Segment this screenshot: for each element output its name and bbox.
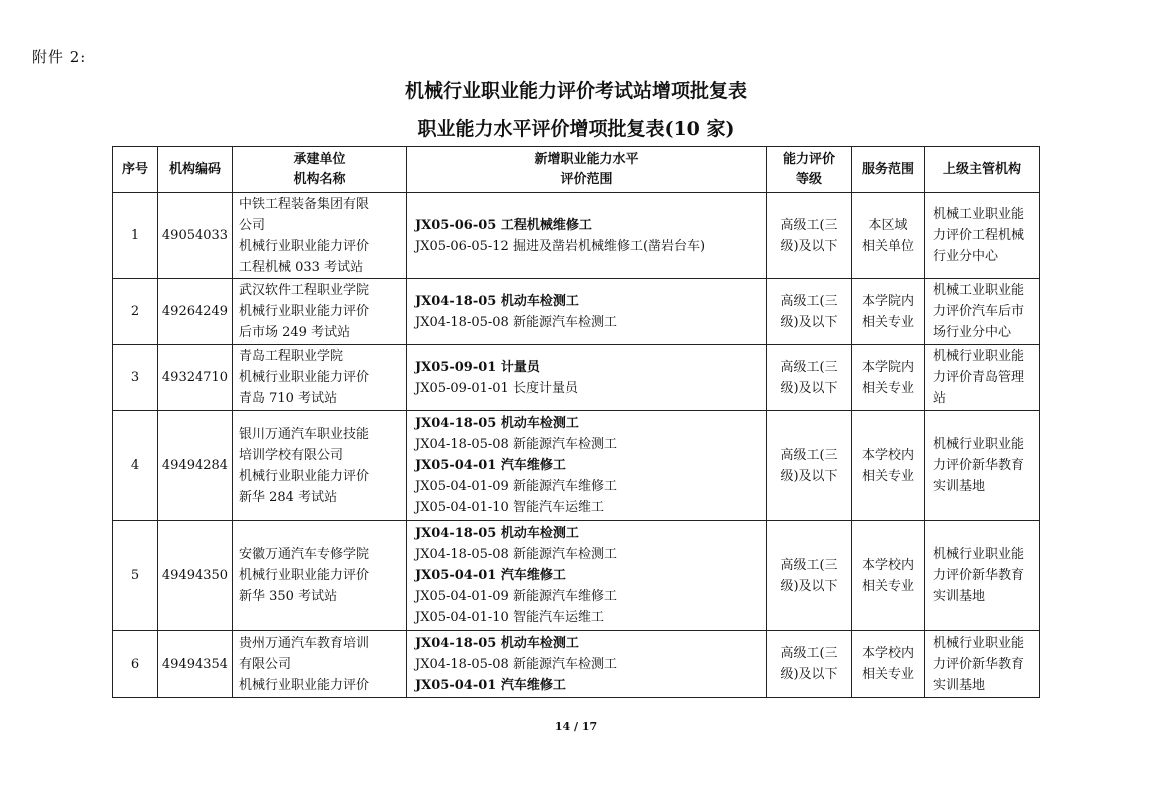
occupation-sub: JX04-18-05-08 新能源汽车检测工 <box>415 314 617 330</box>
cell-code: 49264249 <box>158 279 233 345</box>
cell-unit: 银川万通汽车职业技能 培训学校有限公司 机械行业职业能力评价 新华 284 考试站 <box>233 411 407 521</box>
occupation-main: JX05-06-05 工程机械维修工 <box>415 217 592 233</box>
occupation-main: JX04-18-05 机动车检测工 <box>415 526 579 541</box>
table-row <box>113 193 1040 279</box>
cell-code: 49494354 <box>158 631 233 698</box>
cell-level: 高级工(三 级)及以下 <box>767 521 852 631</box>
header-scope: 新增职业能力水平 评价范围 <box>407 147 767 193</box>
table-row <box>113 521 1040 631</box>
occupation-sub: JX05-06-05-12 掘进及凿岩机械维修工(凿岩台车) <box>415 238 706 254</box>
header-seq: 序号 <box>113 147 158 193</box>
cell-unit: 安徽万通汽车专修学院 机械行业职业能力评价 新华 350 考试站 <box>233 521 407 631</box>
cell-unit: 武汉软件工程职业学院 机械行业职业能力评价 后市场 249 考试站 <box>233 279 407 345</box>
table-row <box>113 279 1040 345</box>
occupation-main: JX04-18-05 机动车检测工 <box>415 293 579 309</box>
header-service: 服务范围 <box>852 147 925 193</box>
occupation-main: JX05-04-01 汽车维修工 <box>415 458 566 473</box>
occupation-sub: JX05-04-01-10 智能汽车运维工 <box>415 610 604 625</box>
attachment-label: 附件 2: <box>32 48 87 66</box>
occupation-main: JX04-18-05 机动车检测工 <box>415 635 579 651</box>
page-number: 14 / 17 <box>554 720 598 733</box>
cell-code: 49494284 <box>158 411 233 521</box>
cell-level: 高级工(三 级)及以下 <box>767 193 852 279</box>
document-subtitle: 职业能力水平评价增项批复表(10 家) <box>417 118 735 140</box>
cell-level: 高级工(三 级)及以下 <box>767 279 852 345</box>
occupation-sub: JX05-04-01-09 新能源汽车维修工 <box>415 479 617 494</box>
header-authority: 上级主管机构 <box>925 147 1040 193</box>
cell-code: 49494350 <box>158 521 233 631</box>
cell-scope <box>407 279 767 345</box>
cell-authority: 机械行业职业能 力评价青岛管理 站 <box>925 345 1040 411</box>
cell-authority: 机械行业职业能 力评价新华教育 实训基地 <box>925 411 1040 521</box>
cell-level: 高级工(三 级)及以下 <box>767 345 852 411</box>
cell-scope <box>407 521 767 631</box>
cell-service: 本学院内 相关专业 <box>852 279 925 345</box>
cell-scope <box>407 631 767 698</box>
approval-table <box>112 146 1040 698</box>
header-unit: 承建单位 机构名称 <box>233 147 407 193</box>
cell-seq: 2 <box>113 279 158 345</box>
cell-service: 本区域 相关单位 <box>852 193 925 279</box>
cell-service: 本学校内 相关专业 <box>852 411 925 521</box>
document-title: 机械行业职业能力评价考试站增项批复表 <box>404 80 747 102</box>
cell-level: 高级工(三 级)及以下 <box>767 411 852 521</box>
occupation-sub: JX04-18-05-08 新能源汽车检测工 <box>415 437 617 452</box>
occupation-sub: JX04-18-05-08 新能源汽车检测工 <box>415 547 617 562</box>
cell-authority: 机械工业职业能 力评价工程机械 行业分中心 <box>925 193 1040 279</box>
occupation-main: JX04-18-05 机动车检测工 <box>415 416 579 431</box>
cell-unit: 中铁工程装备集团有限 公司 机械行业职业能力评价 工程机械 033 考试站 <box>233 193 407 279</box>
cell-authority: 机械行业职业能 力评价新华教育 实训基地 <box>925 521 1040 631</box>
cell-seq: 1 <box>113 193 158 279</box>
cell-code: 49324710 <box>158 345 233 411</box>
table-row <box>113 345 1040 411</box>
cell-service: 本学校内 相关专业 <box>852 631 925 698</box>
cell-code: 49054033 <box>158 193 233 279</box>
occupation-sub: JX04-18-05-08 新能源汽车检测工 <box>415 656 617 672</box>
cell-scope <box>407 193 767 279</box>
cell-authority: 机械工业职业能 力评价汽车后市 场行业分中心 <box>925 279 1040 345</box>
cell-seq: 4 <box>113 411 158 521</box>
occupation-sub: JX05-09-01-01 长度计量员 <box>415 380 578 396</box>
cell-seq: 6 <box>113 631 158 698</box>
table-row <box>113 411 1040 521</box>
table-row <box>113 631 1040 698</box>
cell-unit: 贵州万通汽车教育培训 有限公司 机械行业职业能力评价 <box>233 631 407 698</box>
cell-level: 高级工(三 级)及以下 <box>767 631 852 698</box>
cell-unit: 青岛工程职业学院 机械行业职业能力评价 青岛 710 考试站 <box>233 345 407 411</box>
occupation-main: JX05-04-01 汽车维修工 <box>415 568 566 583</box>
cell-seq: 3 <box>113 345 158 411</box>
occupation-main: JX05-09-01 计量员 <box>415 359 540 375</box>
occupation-main: JX05-04-01 汽车维修工 <box>415 677 566 693</box>
header-row <box>113 147 1040 193</box>
cell-scope <box>407 345 767 411</box>
cell-service: 本学院内 相关专业 <box>852 345 925 411</box>
table-body <box>113 193 1040 698</box>
cell-service: 本学校内 相关专业 <box>852 521 925 631</box>
header-code: 机构编码 <box>158 147 233 193</box>
cell-seq: 5 <box>113 521 158 631</box>
occupation-sub: JX05-04-01-10 智能汽车运维工 <box>415 500 604 515</box>
occupation-sub: JX05-04-01-09 新能源汽车维修工 <box>415 589 617 604</box>
cell-scope <box>407 411 767 521</box>
header-level: 能力评价 等级 <box>767 147 852 193</box>
cell-authority: 机械行业职业能 力评价新华教育 实训基地 <box>925 631 1040 698</box>
